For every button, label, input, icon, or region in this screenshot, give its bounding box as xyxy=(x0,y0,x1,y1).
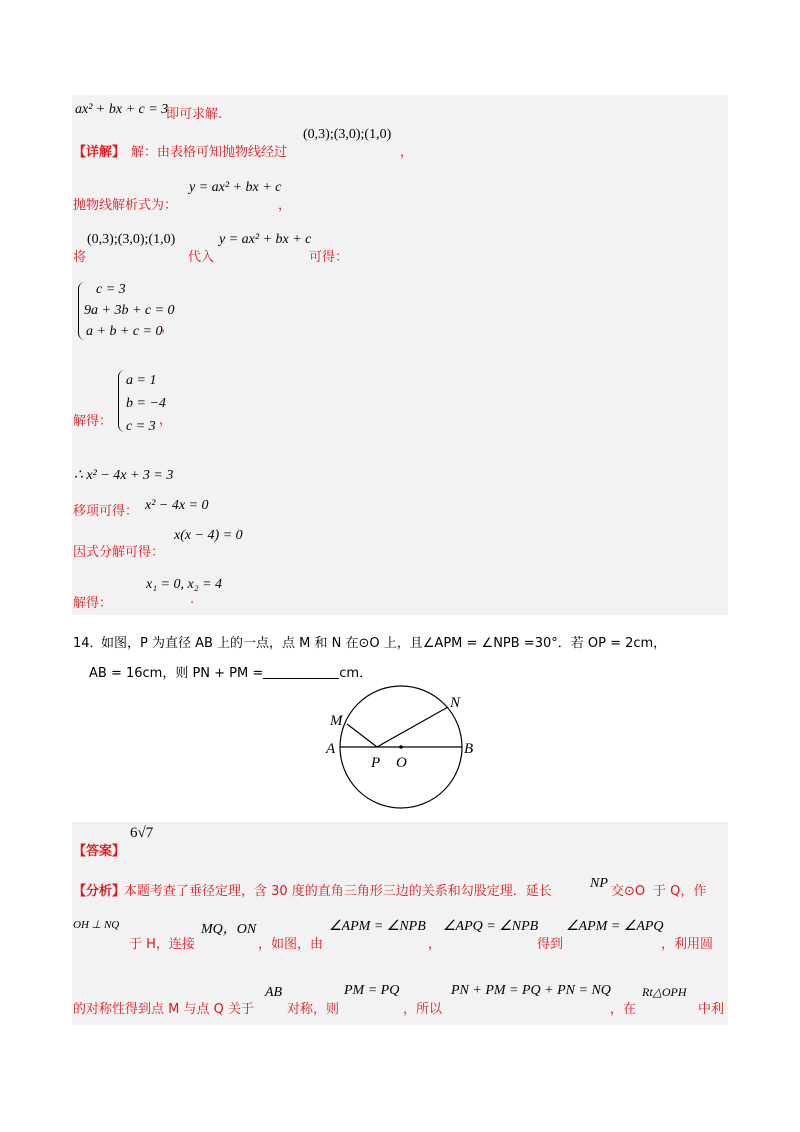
factor-label: 因式分解可得： xyxy=(73,545,165,560)
circle-figure xyxy=(320,680,490,815)
equation-line: ∴ x² − 4x + 3 = 3 xyxy=(74,468,174,483)
math-angle-eq: ∠APQ = ∠NPB xyxy=(443,919,539,934)
math-angle-eq: ∠APM = ∠NPB xyxy=(329,919,426,934)
analysis-label: 【分析】 xyxy=(73,884,126,899)
analysis-block-previous xyxy=(72,95,728,615)
punct: ， xyxy=(400,145,414,160)
system-eq-2: 9a + 3b + c = 0 xyxy=(84,303,175,318)
segment-pn xyxy=(377,707,448,747)
system-eq-1: a = 1 xyxy=(126,373,157,388)
question-line-2: AB = 16cm，则 PN + PM = cm． xyxy=(89,666,373,681)
equation-line: ax² + bx + c = 3 xyxy=(75,102,169,117)
label-a: A xyxy=(326,741,336,757)
analysis-text: 得到 xyxy=(537,937,564,952)
math-rt-triangle: Rt△OPH xyxy=(642,985,687,999)
math-ab: AB xyxy=(265,985,283,1000)
center-point xyxy=(399,745,403,749)
math-mq-on: MQ，ON xyxy=(201,922,257,937)
system-eq-3: a + b + c = 0 xyxy=(86,324,163,339)
equation-line: x₁ = 0, x₂ = 4 xyxy=(146,577,223,592)
equation-line: y = ax² + bx + c xyxy=(219,232,312,247)
analysis-text: 对称，则 xyxy=(287,1002,340,1017)
answer-blank xyxy=(263,666,339,679)
equation-line: y = ax² + bx + c xyxy=(189,180,282,195)
analysis-text: 中利 xyxy=(698,1002,725,1017)
equation-line: x(x − 4) = 0 xyxy=(174,528,243,543)
detail-label: 【详解】 xyxy=(73,145,126,160)
analysis-text: ， xyxy=(428,937,442,952)
system-eq-2: b = −4 xyxy=(126,396,166,411)
label-p: P xyxy=(371,755,381,771)
math-oh-perp-nq: OH ⊥ NQ xyxy=(73,919,120,931)
math-pm-pq: PM = PQ xyxy=(344,983,400,998)
text-line: 将 xyxy=(73,250,87,265)
brace xyxy=(118,370,125,432)
equation-line: x² − 4x = 0 xyxy=(145,498,209,513)
punct: ， xyxy=(159,413,173,428)
punct: . xyxy=(190,592,195,607)
text-line: 可得： xyxy=(309,250,349,265)
analysis-text: 的对称性得到点 M 与点 Q 关于 xyxy=(73,1002,254,1017)
analysis-text: ，在 xyxy=(610,1002,637,1017)
text-line: 即可求解. xyxy=(166,107,223,122)
label-b: B xyxy=(464,741,474,757)
analysis-line-1: 本题考查了垂径定理，含 30 度的直角三角形三边的关系和勾股定理．延长 xyxy=(124,884,552,899)
analysis-text: ，所以 xyxy=(403,1002,443,1017)
analysis-text: ，利用圆 xyxy=(661,937,714,952)
label-m: M xyxy=(330,713,343,729)
move-label: 移项可得： xyxy=(73,504,139,519)
detail-text: 解：由表格可知抛物线经过 xyxy=(131,145,288,160)
text-line: 抛物线解析式为： xyxy=(73,198,178,213)
math-np: NP xyxy=(590,876,608,891)
question-number: 14． xyxy=(73,636,103,651)
points-math: (0,3);(3,0);(1,0) xyxy=(87,232,176,247)
punct: ， xyxy=(161,320,175,335)
label-n: N xyxy=(450,695,461,711)
analysis-text: 于 H，连接 xyxy=(129,937,195,952)
punct: ， xyxy=(278,198,292,213)
math-angle-eq: ∠APM = ∠APQ xyxy=(566,919,664,934)
math-sum: PN + PM = PQ + PN = NQ xyxy=(451,983,611,998)
solve-label: 解得： xyxy=(73,414,113,429)
final-label: 解得： xyxy=(73,596,113,611)
system-eq-1: c = 3 xyxy=(96,282,126,297)
analysis-text: ，如图，由 xyxy=(258,937,324,952)
text-line: 代入 xyxy=(188,250,215,265)
analysis-text: 于 Q，作 xyxy=(653,884,707,899)
answer-value: 6√7 xyxy=(130,825,154,841)
question-line-1: 如图，P 为直径 AB 上的一点，点 M 和 N 在⊙O 上，且∠APM = ∠NPB =30°．若 OP = 2cm， xyxy=(101,636,667,651)
analysis-text: 交⊙O xyxy=(611,884,646,899)
points-math: (0,3);(3,0);(1,0) xyxy=(303,127,392,142)
label-o: O xyxy=(396,755,407,771)
answer-label: 【答案】 xyxy=(73,844,126,859)
system-eq-3: c = 3 xyxy=(126,419,156,434)
segment-pm xyxy=(347,724,377,747)
